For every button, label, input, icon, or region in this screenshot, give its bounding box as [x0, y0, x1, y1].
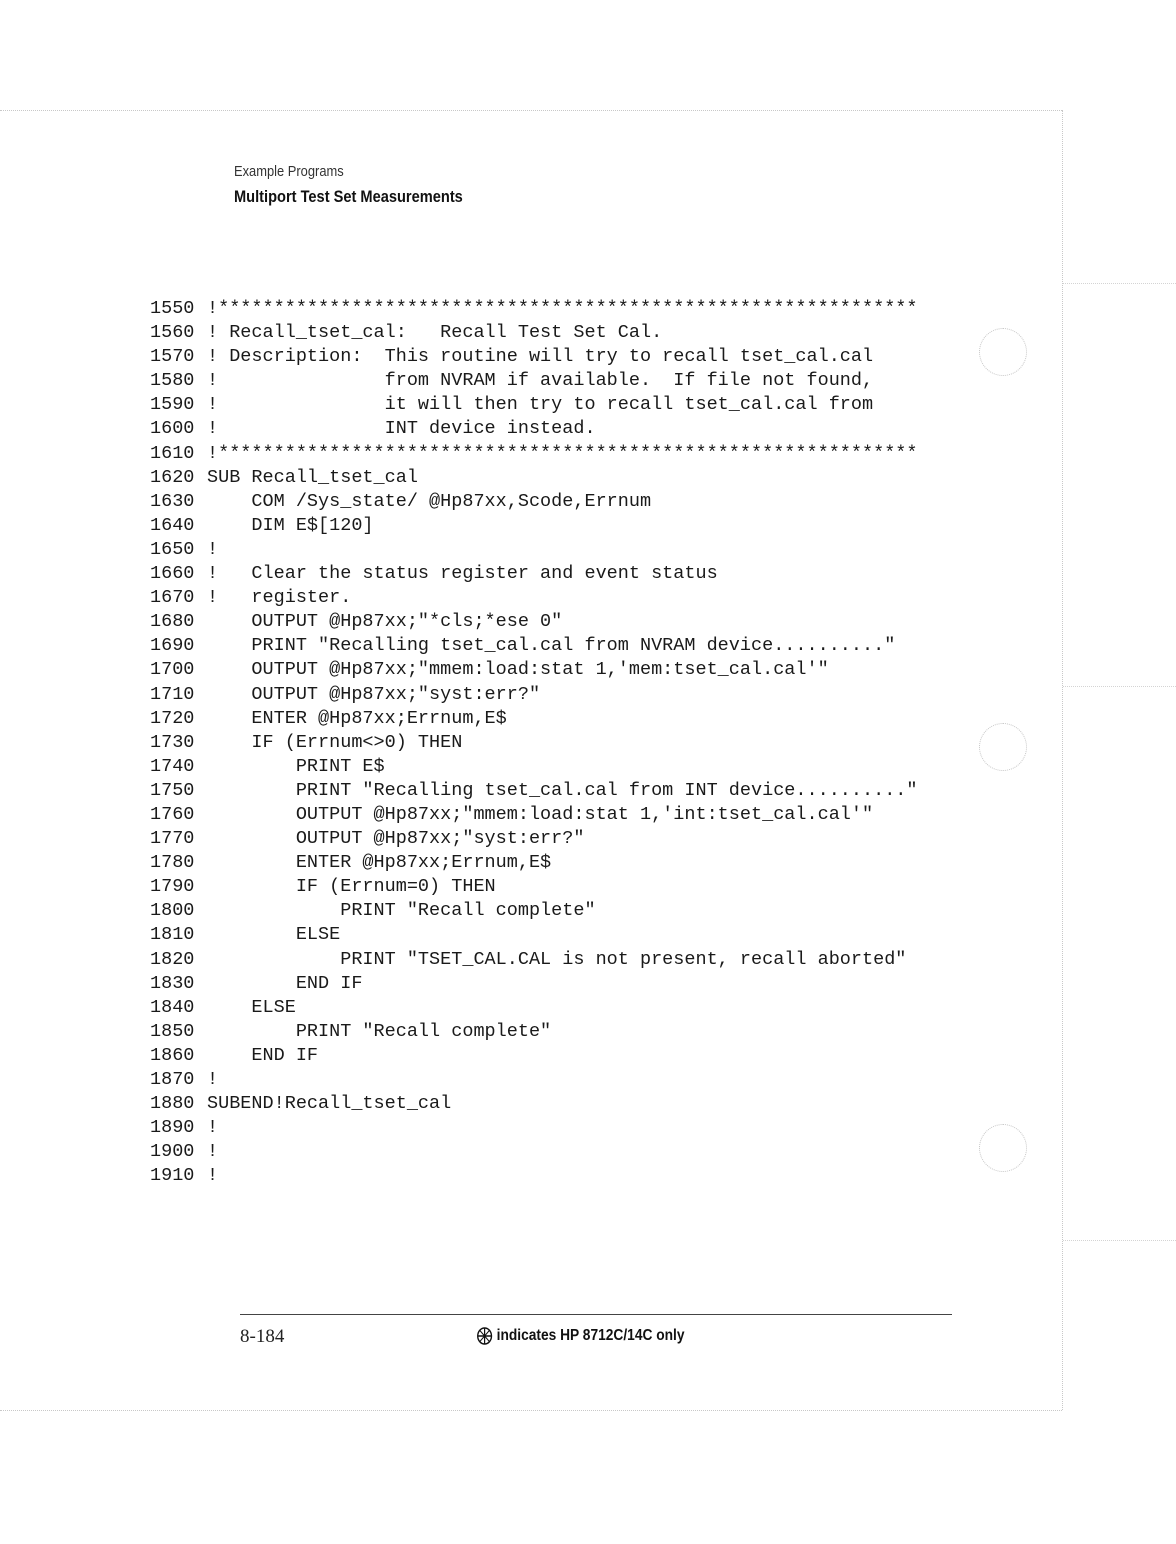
code-line [150, 345, 918, 369]
punch-hole [979, 723, 1027, 771]
line-number: 1670 [150, 587, 195, 609]
line-number: 1820 [150, 948, 195, 970]
code-line [150, 417, 918, 441]
running-header [234, 163, 500, 207]
line-text: ELSE [207, 924, 341, 946]
code-line [150, 393, 918, 417]
footer-rule [240, 1314, 952, 1315]
line-number: 1890 [150, 1117, 195, 1139]
line-number: 1550 [150, 298, 195, 319]
code-line [150, 683, 918, 707]
page-number: 8-184 [240, 1326, 285, 1347]
line-number: 1710 [150, 683, 195, 705]
code-line [150, 707, 918, 731]
code-line [150, 1044, 918, 1068]
code-line [150, 658, 918, 682]
line-number: 1740 [150, 755, 195, 777]
line-text: END IF [207, 1044, 319, 1066]
line-text: OUTPUT @Hp87xx;"*cls;*ese 0" [207, 611, 563, 633]
line-number: 1790 [150, 876, 195, 898]
line-text: PRINT "Recall complete" [207, 900, 596, 922]
line-text: !*************************************************************** [207, 442, 918, 464]
line-text: ! [207, 1165, 219, 1187]
line-text: SUB Recall_tset_cal [207, 466, 418, 488]
line-text: ! Description: This routine will try to recall tset_cal.cal [207, 346, 874, 368]
line-number: 1840 [150, 996, 195, 1018]
code-line [150, 1116, 918, 1140]
line-number: 1830 [150, 972, 195, 994]
page-frame-right [1062, 110, 1063, 1410]
line-number: 1610 [150, 442, 195, 464]
code-line [150, 466, 918, 490]
line-number: 1680 [150, 611, 195, 633]
code-line [150, 899, 918, 923]
line-number: 1600 [150, 418, 195, 440]
code-line [150, 731, 918, 755]
line-text: ENTER @Hp87xx;Errnum,E$ [207, 852, 552, 874]
line-text: END IF [207, 972, 363, 994]
code-line [150, 875, 918, 899]
code-line [150, 1068, 918, 1092]
line-text: ! Recall_tset_cal: Recall Test Set Cal. [207, 322, 663, 344]
code-line [150, 948, 918, 972]
section-label: Example Programs [234, 163, 344, 180]
page-frame-bottom [0, 1410, 1062, 1411]
footer-note-text: indicates HP 8712C/14C only [496, 1327, 685, 1344]
code-line [150, 1092, 918, 1116]
line-text: OUTPUT @Hp87xx;"mmem:load:stat 1,'int:tset_cal.cal'" [207, 803, 874, 825]
code-line [150, 851, 918, 875]
code-line [150, 1140, 918, 1164]
line-number: 1910 [150, 1165, 195, 1187]
line-text: ! it will then try to recall tset_cal.cal from [207, 394, 874, 416]
line-number: 1870 [150, 1069, 195, 1090]
line-number: 1730 [150, 731, 195, 753]
code-line [150, 586, 918, 610]
line-text: ENTER @Hp87xx;Errnum,E$ [207, 707, 507, 729]
line-number: 1630 [150, 490, 195, 512]
line-number: 1640 [150, 514, 195, 536]
hp-chip-icon [476, 1326, 493, 1346]
line-number: 1810 [150, 924, 195, 946]
line-text: SUBEND!Recall_tset_cal [207, 1093, 452, 1115]
line-text: ! INT device instead. [207, 418, 596, 440]
line-number: 1660 [150, 563, 195, 585]
code-line [150, 538, 918, 562]
code-listing [150, 297, 918, 1188]
line-number: 1590 [150, 394, 195, 416]
line-number: 1620 [150, 466, 195, 488]
code-line [150, 827, 918, 851]
line-number: 1900 [150, 1141, 195, 1163]
line-number: 1850 [150, 1020, 195, 1042]
line-text: ! [207, 538, 219, 560]
line-text: PRINT E$ [207, 755, 385, 777]
line-text: PRINT "TSET_CAL.CAL is not present, recall aborted" [207, 948, 907, 970]
line-text: !*************************************************************** [207, 298, 918, 319]
line-number: 1560 [150, 322, 195, 344]
code-line [150, 369, 918, 393]
line-number: 1800 [150, 900, 195, 922]
code-line [150, 634, 918, 658]
line-text: OUTPUT @Hp87xx;"syst:err?" [207, 828, 585, 850]
line-text: ! [207, 1141, 219, 1163]
tab-mark [1063, 686, 1176, 687]
line-number: 1880 [150, 1093, 195, 1115]
code-line [150, 321, 918, 345]
line-text: COM /Sys_state/ @Hp87xx,Scode,Errnum [207, 490, 652, 512]
line-number: 1650 [150, 538, 195, 560]
line-text: ELSE [207, 996, 296, 1018]
line-text: ! Clear the status register and event status [207, 563, 718, 585]
code-line [150, 1164, 918, 1188]
code-line [150, 803, 918, 827]
tab-mark [1063, 283, 1176, 284]
code-line [150, 996, 918, 1020]
punch-hole [979, 328, 1027, 376]
line-text: IF (Errnum<>0) THEN [207, 731, 463, 753]
code-line [150, 923, 918, 947]
line-number: 1690 [150, 635, 195, 657]
code-line [150, 972, 918, 996]
punch-hole [979, 1124, 1027, 1172]
line-number: 1570 [150, 346, 195, 368]
code-line [150, 1020, 918, 1044]
code-line [150, 779, 918, 803]
line-text: DIM E$[120] [207, 514, 374, 536]
line-text: ! register. [207, 587, 352, 609]
line-number: 1720 [150, 707, 195, 729]
line-text: ! [207, 1069, 219, 1090]
page-frame-top [0, 110, 1062, 111]
code-line [150, 755, 918, 779]
code-line [150, 297, 918, 321]
line-number: 1580 [150, 370, 195, 392]
line-text: IF (Errnum=0) THEN [207, 876, 496, 898]
code-line [150, 610, 918, 634]
line-text: PRINT "Recall complete" [207, 1020, 552, 1042]
line-text: ! from NVRAM if available. If file not found, [207, 370, 874, 392]
code-line [150, 514, 918, 538]
tab-mark [1063, 1240, 1176, 1241]
code-line [150, 442, 918, 466]
line-number: 1700 [150, 659, 195, 681]
line-text: ! [207, 1117, 219, 1139]
line-number: 1750 [150, 779, 195, 801]
line-number: 1760 [150, 803, 195, 825]
line-text: PRINT "Recalling tset_cal.cal from NVRAM device.........." [207, 635, 896, 657]
line-number: 1780 [150, 852, 195, 874]
code-line [150, 562, 918, 586]
line-text: PRINT "Recalling tset_cal.cal from INT device.........." [207, 779, 918, 801]
footer-note [476, 1326, 685, 1346]
line-number: 1770 [150, 828, 195, 850]
line-text: OUTPUT @Hp87xx;"mmem:load:stat 1,'mem:tset_cal.cal'" [207, 659, 829, 681]
line-number: 1860 [150, 1044, 195, 1066]
line-text: OUTPUT @Hp87xx;"syst:err?" [207, 683, 541, 705]
section-title: Multiport Test Set Measurements [234, 187, 463, 206]
code-line [150, 490, 918, 514]
